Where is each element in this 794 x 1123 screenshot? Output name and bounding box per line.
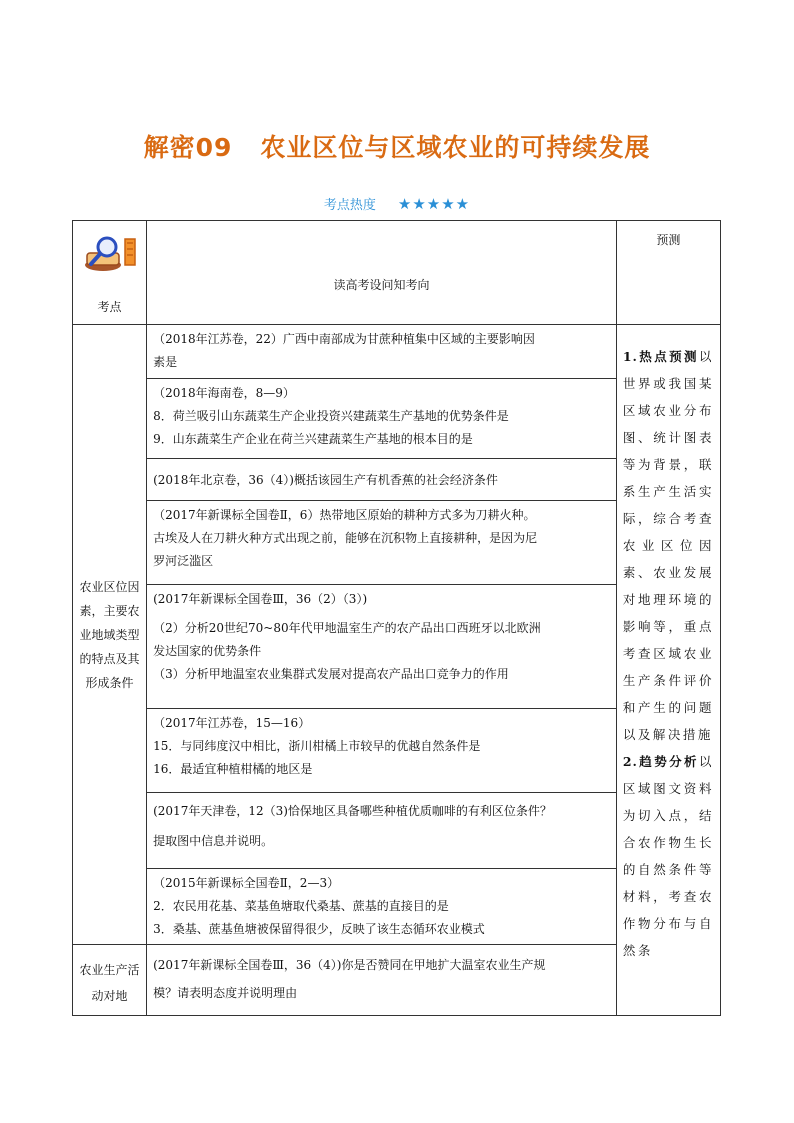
question-line: 素是: [153, 355, 178, 369]
question-line: (2017年天津卷，12（3)恰保地区具备哪些种植优质咖啡的有利区位条件？: [153, 804, 552, 818]
question-line: (2017年新课标全国卷Ⅲ，36（4）)你是否赞同在甲地扩大温室农业生产规: [153, 958, 546, 972]
header-kaodian-cell: [73, 221, 147, 325]
question-line: 3．桑基、蔗基鱼塘被保留得很少，反映了该生态循环农业模式: [153, 922, 485, 936]
heat-stars: ★★★★★: [397, 195, 471, 213]
question-line: 模？请表明态度并说明理由: [153, 986, 298, 1000]
question-line: 提取图中信息并说明。: [153, 834, 274, 848]
prediction-text-1: 以世界或我国某区域农业分布图、统计图表等为背景，联系生产生活实际，综合考查农业区位因素、农业发展对地理环境的影响等，重点考查区域农业生产条件评价和产生的问题以及解决措施: [622, 349, 714, 742]
question-line: 2．农民用花基、菜基鱼塘取代桑基、蔗基的直接目的是: [153, 899, 449, 913]
header-right-cell: [616, 221, 720, 325]
title-prefix: 解密09: [143, 133, 233, 162]
question-cell: [147, 709, 617, 793]
question-line: 15．与同纬度汉中相比，浙川柑橘上市较早的优越自然条件是: [153, 739, 481, 753]
prediction-cell: [616, 325, 720, 1016]
question-line: 8．荷兰吸引山东蔬菜生产企业投资兴建蔬菜生产基地的优势条件是: [153, 409, 509, 423]
question-cell: [147, 793, 617, 869]
question-line: （3）分析甲地温室农业集群式发展对提高农产品出口竞争力的作用: [153, 667, 509, 681]
page-title: [0, 128, 794, 164]
question-cell: [147, 459, 617, 501]
question-cell: [147, 325, 617, 379]
question-cell: [147, 501, 617, 585]
question-line: 16．最适宜种植柑橘的地区是: [153, 762, 313, 776]
prediction-heading-1: 1.热点预测: [622, 349, 699, 364]
table-header-row: [73, 221, 721, 325]
category-cell-1: [73, 325, 147, 945]
heat-label: 考点热度: [323, 198, 376, 213]
question-line: （2015年新课标全国卷Ⅱ，2—3）: [153, 876, 340, 890]
header-right: 预测: [656, 233, 681, 247]
question-line: 古埃及人在刀耕火种方式出现之前，能够在沉积物上直接耕种，是因为尼: [153, 531, 538, 545]
question-cell: [147, 585, 617, 709]
heat-row: [0, 194, 794, 213]
question-cell: [147, 379, 617, 459]
question-line: （2）分析20世纪70~80年代甲地温室生产的农产品出口西班牙以北欧洲: [153, 621, 541, 635]
category-label: 农业区位因素，主要农业地域类型的特点及其形成条件: [79, 579, 140, 690]
prediction-text-2: 以区域图文资料为切入点，结合农作物生长的自然条件等材料，考查农作物分布与自然条: [622, 754, 714, 958]
question-line: 9．山东蔬菜生产企业在荷兰兴建蔬菜生产基地的根本目的是: [153, 432, 473, 446]
title-main: 农业区位与区域农业的可持续发展: [260, 133, 651, 162]
question-line: （2018年江苏卷，22）广西中南部成为甘蔗种植集中区域的主要影响因: [153, 332, 535, 346]
question-line: 发达国家的优势条件: [153, 644, 262, 658]
magnifier-logo-icon: [81, 231, 139, 275]
header-kaodian: 考点: [97, 300, 122, 314]
question-cell: [147, 945, 617, 1016]
category-label: 农业生产活动对地: [79, 963, 140, 1003]
question-line: （2018年海南卷，8—9）: [153, 386, 295, 400]
question-line: （2017年新课标全国卷Ⅱ，6）热带地区原始的耕种方式多为刀耕火种。: [153, 508, 536, 522]
prediction-heading-2: 2.趋势分析: [622, 754, 699, 769]
question-line: 罗河泛滥区: [153, 554, 214, 568]
category-cell-2: [73, 945, 147, 1016]
table-row: [73, 325, 721, 379]
header-middle: 读高考设问知考向: [333, 278, 430, 292]
question-line: (2018年北京卷，36（4）)概括该园生产有机香蕉的社会经济条件: [153, 472, 498, 487]
exam-table: [72, 220, 721, 1016]
header-middle-cell: [147, 221, 617, 325]
question-line: （2017年江苏卷，15—16）: [153, 716, 311, 730]
question-cell: [147, 869, 617, 945]
question-line: (2017年新课标全国卷Ⅲ，36（2）（3）): [153, 592, 368, 606]
